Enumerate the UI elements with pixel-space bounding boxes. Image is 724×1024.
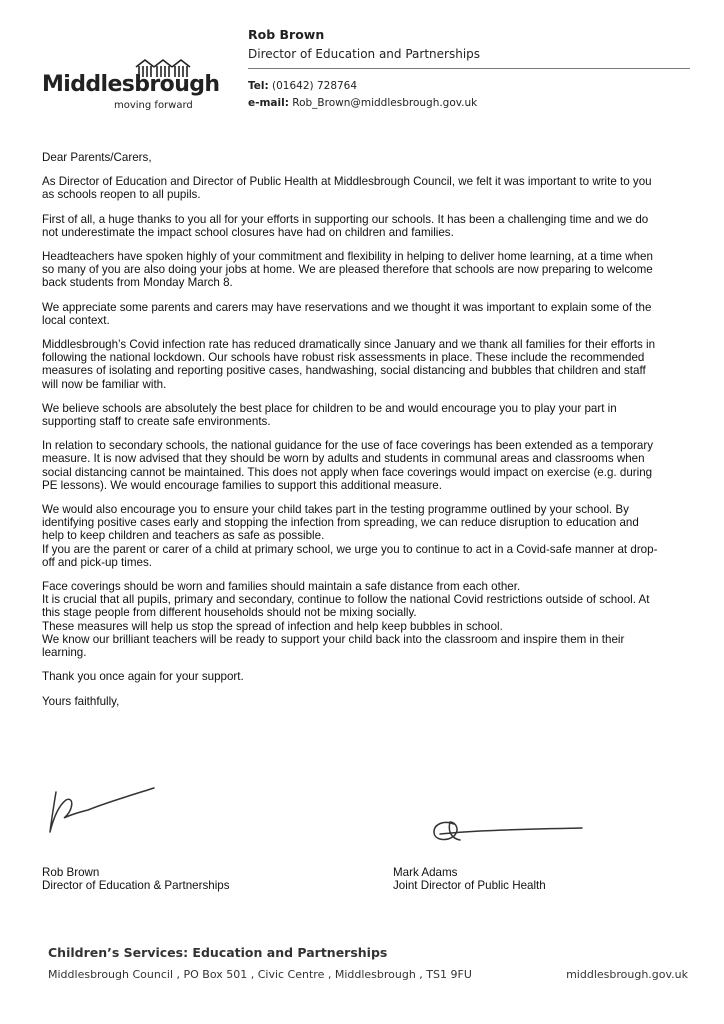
paragraph-line: Headteachers have spoken highly of your commitment and flexibility in helping to deliver home learning, at a time when	[42, 250, 653, 264]
paragraph-line: Face coverings should be worn and families should maintain a safe distance from each other.	[42, 580, 521, 594]
tel-value: (01642) 728764	[272, 80, 358, 92]
signatory-name: Mark Adams	[393, 866, 458, 879]
paragraph-line: These measures will help us stop the spread of infection and help keep bubbles in school.	[42, 619, 503, 633]
paragraph-line: following the national lockdown. Our schools have robust risk assessments in place. These include the recommended	[42, 351, 645, 365]
paragraph-line: identifying positive cases early and stopping the infection from spreading, we can reduce disruption to education and	[42, 516, 639, 530]
paragraph-line: We would also encourage you to ensure your child takes part in the testing programme outlined by your school. By	[42, 503, 629, 517]
paragraph-line: supporting staff to create safe environments.	[42, 415, 271, 429]
paragraph-line: Middlesbrough’s Covid infection rate has reduced dramatically since January and we thank all families for their efforts in	[42, 338, 656, 352]
email-label: e-mail:	[248, 97, 289, 109]
letter-paragraph	[42, 338, 690, 391]
paragraph-line: off and pick-up times.	[42, 555, 152, 569]
logo-wordmark: Middlesbrough	[42, 72, 220, 97]
closing-line: Yours faithfully,	[42, 694, 120, 708]
paragraph-line: measure. It is now advised that they should be worn by adults and students in communal areas and classrooms when	[42, 452, 645, 466]
paragraph-line: In relation to secondary schools, the national guidance for the use of face coverings has been extended as a temporary	[42, 439, 653, 453]
footer-website-link[interactable]: middlesbrough.gov.uk	[566, 968, 688, 981]
footer-address-row	[48, 966, 688, 984]
signatory-title: Joint Director of Public Health	[393, 879, 546, 893]
letter-paragraphs	[42, 175, 690, 659]
paragraph-line: help to keep children and teachers as safe as possible.	[42, 529, 325, 543]
letter-body	[42, 151, 690, 719]
paragraph-line: not underestimate the impact school closures have had on children and families.	[42, 225, 454, 239]
signature-rob-brown	[42, 782, 162, 842]
signature-mark-adams	[420, 810, 585, 850]
sender-name: Rob Brown	[248, 27, 325, 42]
tel-label: Tel:	[248, 80, 269, 92]
email-value[interactable]: Rob_Brown@middlesbrough.gov.uk	[292, 97, 478, 109]
paragraph-line: as schools reopen to all pupils.	[42, 188, 201, 202]
council-logo	[42, 58, 220, 111]
signatory-mark-adams	[393, 866, 546, 892]
thanks-line: Thank you once again for your support.	[42, 670, 244, 684]
letter-paragraph	[42, 580, 690, 659]
paragraph-line: It is crucial that all pupils, primary and secondary, continue to follow the national Covid restrictions outside of school. At	[42, 593, 650, 607]
paragraph-line: will now be familiar with.	[42, 377, 167, 391]
paragraph-line: We know our brilliant teachers will be ready to support your child back into the classroom and inspire them in their	[42, 632, 625, 646]
paragraph-line: We appreciate some parents and carers may have reservations and we thought it was important to explain some of the	[42, 300, 652, 314]
salutation: Dear Parents/Carers,	[42, 151, 152, 164]
letter-paragraph	[42, 439, 690, 492]
paragraph-line: this stage people from different households should not be mixing socially.	[42, 606, 417, 620]
paragraph-line: social distancing cannot be maintained. This does not apply when face coverings would impact on exercise (e.g. during	[42, 465, 653, 479]
signatory-name: Rob Brown	[42, 866, 100, 879]
paragraph-line: measures of isolating and reporting positive cases, handwashing, social distancing and bubbles that children and staff	[42, 364, 646, 378]
sender-role: Director of Education and Partnerships	[248, 47, 481, 61]
header-divider	[248, 68, 690, 69]
letter-paragraph	[42, 213, 690, 239]
signatory-title: Director of Education & Partnerships	[42, 879, 230, 893]
paragraph-line: If you are the parent or carer of a child at primary school, we urge you to continue to act in a Covid-safe manner at drop-	[42, 542, 658, 556]
paragraph-line: learning.	[42, 646, 87, 660]
letter-paragraph	[42, 250, 690, 290]
paragraph-line: PE lessons). We would encourage families to support this additional measure.	[42, 478, 442, 492]
logo-tagline: moving forward	[114, 100, 193, 111]
paragraph-line: As Director of Education and Director of Public Health at Middlesbrough Council, we felt it was important to write to you	[42, 175, 652, 189]
letter-paragraph	[42, 402, 690, 428]
letter-paragraph	[42, 175, 690, 201]
footer-department: Children’s Services: Education and Partnerships	[48, 945, 388, 960]
paragraph-line: We believe schools are absolutely the best place for children to be and would encourage you to play your part in	[42, 401, 617, 415]
paragraph-line: local context.	[42, 313, 110, 327]
telephone-line	[248, 78, 690, 95]
footer-address: Middlesbrough Council , PO Box 501 , Civic Centre , Middlesbrough , TS1 9FU	[48, 968, 472, 981]
letter-paragraph	[42, 503, 690, 569]
paragraph-line: First of all, a huge thanks to you all for your efforts in supporting our schools. It has been a challenging time and we do	[42, 212, 649, 226]
signatory-rob-brown	[42, 866, 230, 892]
paragraph-line: so many of you are also doing your jobs at home. We are pleased therefore that schools are now preparing to welcome	[42, 263, 653, 277]
paragraph-line: back students from Monday March 8.	[42, 276, 233, 290]
page-footer	[48, 944, 688, 984]
sender-contact-block	[248, 26, 690, 112]
email-line	[248, 95, 690, 112]
letter-paragraph	[42, 301, 690, 327]
